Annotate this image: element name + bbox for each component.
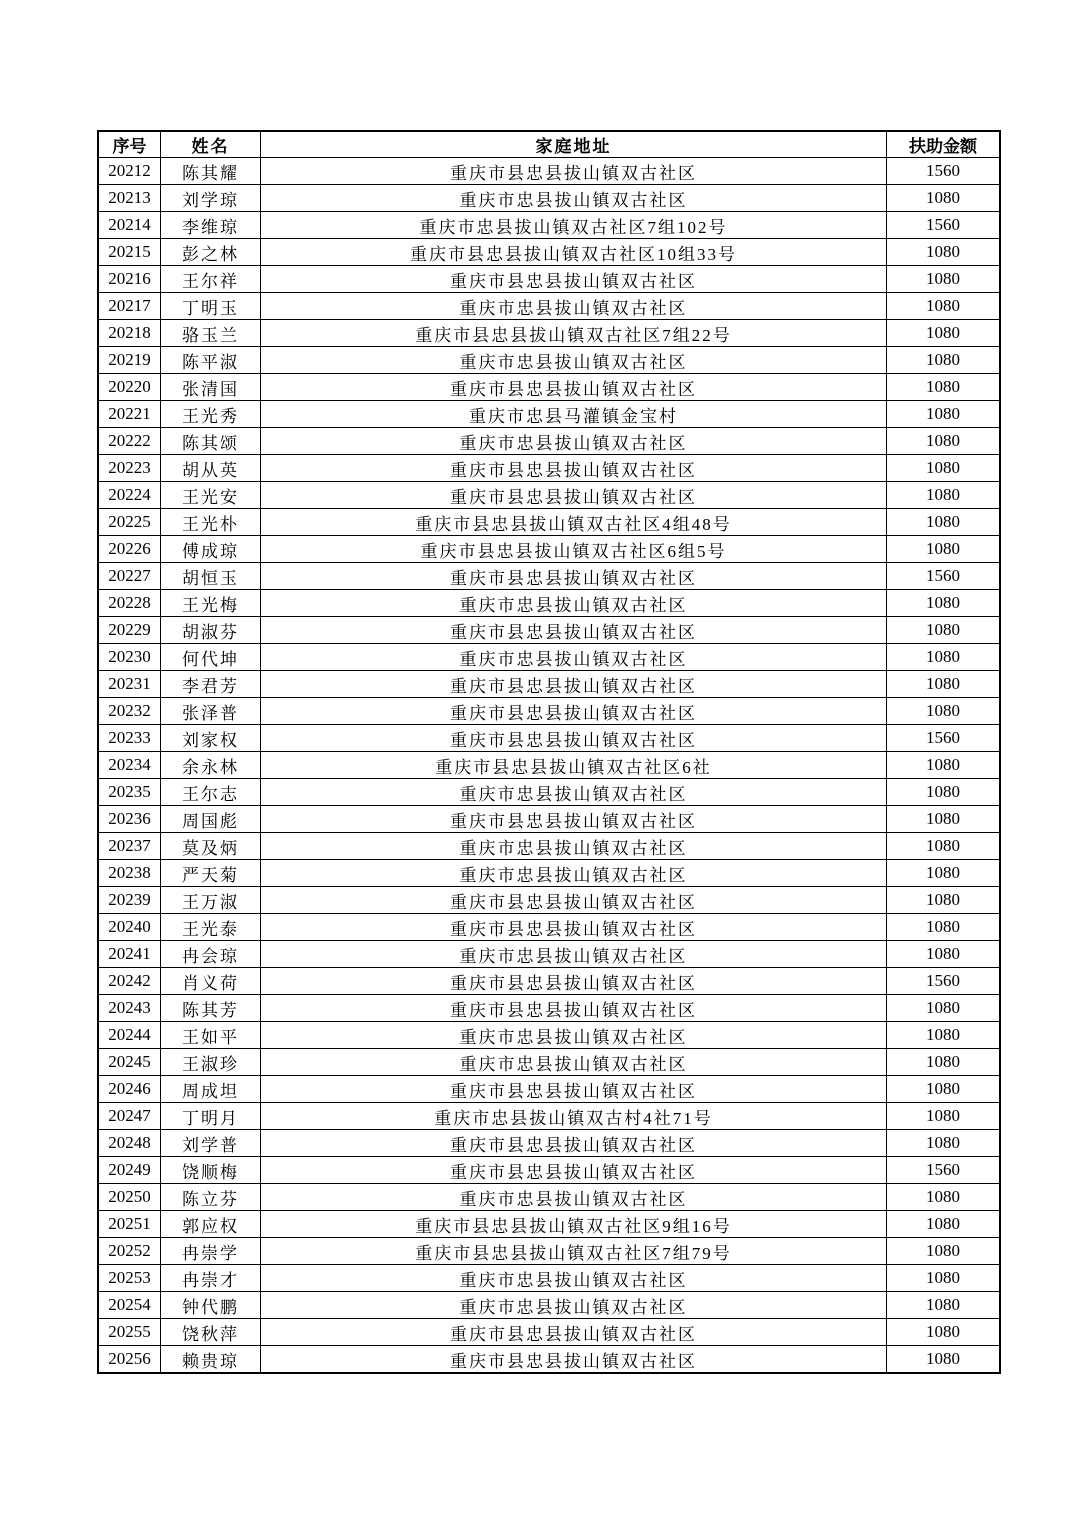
cell-assistance-amount: 1080 <box>887 428 1001 455</box>
table-row <box>98 1292 1000 1319</box>
cell-home-address: 重庆市县忠县拔山镇双古社区 <box>261 806 887 833</box>
cell-assistance-amount: 1080 <box>887 644 1001 671</box>
cell-assistance-amount: 1080 <box>887 887 1001 914</box>
table-row <box>98 266 1000 293</box>
cell-assistance-amount: 1080 <box>887 590 1001 617</box>
cell-assistance-amount: 1080 <box>887 1346 1001 1374</box>
cell-assistance-amount: 1080 <box>887 1238 1001 1265</box>
cell-name: 莫及炳 <box>161 833 261 860</box>
cell-serial-number: 20229 <box>98 617 161 644</box>
table-row <box>98 239 1000 266</box>
table-header-row <box>98 131 1000 158</box>
cell-serial-number: 20243 <box>98 995 161 1022</box>
cell-assistance-amount: 1080 <box>887 509 1001 536</box>
cell-assistance-amount: 1080 <box>887 671 1001 698</box>
cell-name: 李君芳 <box>161 671 261 698</box>
table-row <box>98 806 1000 833</box>
cell-serial-number: 20232 <box>98 698 161 725</box>
cell-serial-number: 20217 <box>98 293 161 320</box>
cell-home-address: 重庆市县忠县拔山镇双古社区 <box>261 914 887 941</box>
cell-name: 余永林 <box>161 752 261 779</box>
table-row <box>98 401 1000 428</box>
cell-assistance-amount: 1080 <box>887 617 1001 644</box>
cell-name: 王淑珍 <box>161 1049 261 1076</box>
table-row <box>98 455 1000 482</box>
cell-serial-number: 20246 <box>98 1076 161 1103</box>
cell-assistance-amount: 1080 <box>887 698 1001 725</box>
cell-serial-number: 20255 <box>98 1319 161 1346</box>
table-row <box>98 860 1000 887</box>
table-row <box>98 1103 1000 1130</box>
cell-name: 彭之林 <box>161 239 261 266</box>
cell-serial-number: 20225 <box>98 509 161 536</box>
cell-home-address: 重庆市县忠县拔山镇双古社区 <box>261 887 887 914</box>
cell-home-address: 重庆市县忠县拔山镇双古社区 <box>261 1130 887 1157</box>
cell-assistance-amount: 1080 <box>887 1076 1001 1103</box>
cell-home-address: 重庆市县忠县拔山镇双古社区 <box>261 698 887 725</box>
cell-home-address: 重庆市忠县拔山镇双古社区 <box>261 1292 887 1319</box>
cell-home-address: 重庆市忠县拔山镇双古社区 <box>261 779 887 806</box>
cell-serial-number: 20219 <box>98 347 161 374</box>
cell-assistance-amount: 1080 <box>887 320 1001 347</box>
table-body <box>98 158 1000 1374</box>
cell-assistance-amount: 1080 <box>887 536 1001 563</box>
cell-name: 王光泰 <box>161 914 261 941</box>
cell-home-address: 重庆市忠县拔山镇双古社区 <box>261 833 887 860</box>
cell-name: 骆玉兰 <box>161 320 261 347</box>
cell-serial-number: 20227 <box>98 563 161 590</box>
cell-assistance-amount: 1080 <box>887 293 1001 320</box>
table-row <box>98 374 1000 401</box>
cell-serial-number: 20234 <box>98 752 161 779</box>
table-row <box>98 671 1000 698</box>
cell-home-address: 重庆市县忠县拔山镇双古社区6社 <box>261 752 887 779</box>
cell-serial-number: 20252 <box>98 1238 161 1265</box>
cell-serial-number: 20247 <box>98 1103 161 1130</box>
cell-serial-number: 20224 <box>98 482 161 509</box>
cell-assistance-amount: 1080 <box>887 401 1001 428</box>
cell-name: 陈其芳 <box>161 995 261 1022</box>
cell-assistance-amount: 1560 <box>887 968 1001 995</box>
cell-serial-number: 20249 <box>98 1157 161 1184</box>
cell-assistance-amount: 1080 <box>887 752 1001 779</box>
cell-name: 王光梅 <box>161 590 261 617</box>
table-row <box>98 590 1000 617</box>
cell-serial-number: 20254 <box>98 1292 161 1319</box>
cell-home-address: 重庆市忠县拔山镇双古社区 <box>261 644 887 671</box>
cell-home-address: 重庆市忠县拔山镇双古社区7组102号 <box>261 212 887 239</box>
cell-name: 冉崇才 <box>161 1265 261 1292</box>
cell-home-address: 重庆市县忠县拔山镇双古社区 <box>261 968 887 995</box>
cell-home-address: 重庆市县忠县拔山镇双古社区 <box>261 1157 887 1184</box>
cell-serial-number: 20239 <box>98 887 161 914</box>
table-row <box>98 212 1000 239</box>
cell-serial-number: 20221 <box>98 401 161 428</box>
cell-serial-number: 20213 <box>98 185 161 212</box>
table-row <box>98 1265 1000 1292</box>
cell-home-address: 重庆市县忠县拔山镇双古社区 <box>261 1319 887 1346</box>
cell-home-address: 重庆市忠县拔山镇双古社区 <box>261 941 887 968</box>
cell-assistance-amount: 1560 <box>887 212 1001 239</box>
cell-home-address: 重庆市忠县马灌镇金宝村 <box>261 401 887 428</box>
cell-home-address: 重庆市县忠县拔山镇双古社区 <box>261 563 887 590</box>
table-row <box>98 1157 1000 1184</box>
cell-name: 王尔祥 <box>161 266 261 293</box>
table-row <box>98 1022 1000 1049</box>
cell-assistance-amount: 1080 <box>887 941 1001 968</box>
cell-serial-number: 20233 <box>98 725 161 752</box>
cell-home-address: 重庆市县忠县拔山镇双古社区 <box>261 1346 887 1374</box>
table-row <box>98 536 1000 563</box>
cell-name: 王如平 <box>161 1022 261 1049</box>
cell-name: 张清国 <box>161 374 261 401</box>
cell-home-address: 重庆市县忠县拔山镇双古社区 <box>261 482 887 509</box>
cell-name: 李维琼 <box>161 212 261 239</box>
cell-home-address: 重庆市忠县拔山镇双古社区 <box>261 347 887 374</box>
cell-assistance-amount: 1080 <box>887 806 1001 833</box>
cell-home-address: 重庆市县忠县拔山镇双古社区 <box>261 374 887 401</box>
cell-name: 冉会琼 <box>161 941 261 968</box>
cell-serial-number: 20238 <box>98 860 161 887</box>
cell-serial-number: 20235 <box>98 779 161 806</box>
cell-serial-number: 20256 <box>98 1346 161 1374</box>
table-row <box>98 644 1000 671</box>
cell-home-address: 重庆市县忠县拔山镇双古社区 <box>261 266 887 293</box>
cell-name: 胡淑芬 <box>161 617 261 644</box>
cell-name: 陈立芬 <box>161 1184 261 1211</box>
cell-assistance-amount: 1560 <box>887 563 1001 590</box>
cell-home-address: 重庆市忠县拔山镇双古社区 <box>261 860 887 887</box>
cell-home-address: 重庆市忠县拔山镇双古社区 <box>261 1184 887 1211</box>
cell-name: 刘家权 <box>161 725 261 752</box>
cell-assistance-amount: 1560 <box>887 158 1001 185</box>
cell-home-address: 重庆市县忠县拔山镇双古社区9组16号 <box>261 1211 887 1238</box>
cell-name: 胡恒玉 <box>161 563 261 590</box>
cell-serial-number: 20231 <box>98 671 161 698</box>
cell-name: 陈其颂 <box>161 428 261 455</box>
cell-home-address: 重庆市忠县拔山镇双古社区 <box>261 428 887 455</box>
table-row <box>98 1238 1000 1265</box>
cell-name: 王尔志 <box>161 779 261 806</box>
cell-serial-number: 20241 <box>98 941 161 968</box>
cell-assistance-amount: 1080 <box>887 1103 1001 1130</box>
table-row <box>98 1184 1000 1211</box>
cell-name: 丁明玉 <box>161 293 261 320</box>
cell-assistance-amount: 1080 <box>887 266 1001 293</box>
cell-assistance-amount: 1080 <box>887 1022 1001 1049</box>
cell-home-address: 重庆市县忠县拔山镇双古社区6组5号 <box>261 536 887 563</box>
table-row <box>98 887 1000 914</box>
cell-home-address: 重庆市忠县拔山镇双古社区 <box>261 590 887 617</box>
cell-home-address: 重庆市忠县拔山镇双古社区 <box>261 1265 887 1292</box>
cell-home-address: 重庆市县忠县拔山镇双古社区4组48号 <box>261 509 887 536</box>
cell-name: 王光安 <box>161 482 261 509</box>
cell-serial-number: 20253 <box>98 1265 161 1292</box>
cell-serial-number: 20251 <box>98 1211 161 1238</box>
table-row <box>98 698 1000 725</box>
cell-assistance-amount: 1080 <box>887 1319 1001 1346</box>
cell-assistance-amount: 1080 <box>887 239 1001 266</box>
cell-serial-number: 20230 <box>98 644 161 671</box>
table-row <box>98 1319 1000 1346</box>
cell-name: 王光秀 <box>161 401 261 428</box>
cell-home-address: 重庆市县忠县拔山镇双古社区 <box>261 455 887 482</box>
cell-serial-number: 20244 <box>98 1022 161 1049</box>
cell-assistance-amount: 1080 <box>887 1130 1001 1157</box>
cell-name: 肖义荷 <box>161 968 261 995</box>
cell-serial-number: 20215 <box>98 239 161 266</box>
table-row <box>98 779 1000 806</box>
table-row <box>98 1211 1000 1238</box>
header-serial-number: 序号 <box>98 131 161 158</box>
cell-assistance-amount: 1080 <box>887 482 1001 509</box>
cell-serial-number: 20223 <box>98 455 161 482</box>
header-name: 姓名 <box>161 131 261 158</box>
cell-home-address: 重庆市县忠县拔山镇双古社区 <box>261 671 887 698</box>
table-row <box>98 995 1000 1022</box>
cell-assistance-amount: 1080 <box>887 779 1001 806</box>
table-row <box>98 482 1000 509</box>
cell-serial-number: 20228 <box>98 590 161 617</box>
cell-serial-number: 20237 <box>98 833 161 860</box>
cell-serial-number: 20220 <box>98 374 161 401</box>
cell-serial-number: 20245 <box>98 1049 161 1076</box>
table-row <box>98 941 1000 968</box>
cell-name: 何代坤 <box>161 644 261 671</box>
assistance-table <box>97 130 1001 1374</box>
table-row <box>98 725 1000 752</box>
cell-name: 赖贵琼 <box>161 1346 261 1374</box>
cell-name: 傅成琼 <box>161 536 261 563</box>
cell-name: 陈其耀 <box>161 158 261 185</box>
header-assistance-amount: 扶助金额 <box>887 131 1001 158</box>
cell-assistance-amount: 1080 <box>887 860 1001 887</box>
table-row <box>98 914 1000 941</box>
cell-home-address: 重庆市县忠县拔山镇双古社区10组33号 <box>261 239 887 266</box>
cell-assistance-amount: 1080 <box>887 1265 1001 1292</box>
table-row <box>98 1049 1000 1076</box>
cell-name: 张泽普 <box>161 698 261 725</box>
table-row <box>98 968 1000 995</box>
cell-serial-number: 20240 <box>98 914 161 941</box>
cell-serial-number: 20250 <box>98 1184 161 1211</box>
cell-name: 周国彪 <box>161 806 261 833</box>
cell-name: 丁明月 <box>161 1103 261 1130</box>
table-row <box>98 509 1000 536</box>
cell-home-address: 重庆市县忠县拔山镇双古社区7组22号 <box>261 320 887 347</box>
cell-assistance-amount: 1080 <box>887 185 1001 212</box>
cell-home-address: 重庆市县忠县拔山镇双古社区 <box>261 995 887 1022</box>
cell-assistance-amount: 1080 <box>887 833 1001 860</box>
cell-assistance-amount: 1080 <box>887 1211 1001 1238</box>
cell-name: 饶秋萍 <box>161 1319 261 1346</box>
table-row <box>98 1130 1000 1157</box>
cell-name: 刘学普 <box>161 1130 261 1157</box>
cell-home-address: 重庆市忠县拔山镇双古村4社71号 <box>261 1103 887 1130</box>
cell-assistance-amount: 1560 <box>887 725 1001 752</box>
table-row <box>98 1076 1000 1103</box>
table-row <box>98 1346 1000 1374</box>
header-home-address: 家庭地址 <box>261 131 887 158</box>
table-row <box>98 617 1000 644</box>
cell-home-address: 重庆市忠县拔山镇双古社区 <box>261 185 887 212</box>
cell-name: 刘学琼 <box>161 185 261 212</box>
cell-name: 王万淑 <box>161 887 261 914</box>
cell-name: 饶顺梅 <box>161 1157 261 1184</box>
cell-assistance-amount: 1080 <box>887 995 1001 1022</box>
cell-serial-number: 20212 <box>98 158 161 185</box>
cell-serial-number: 20242 <box>98 968 161 995</box>
cell-serial-number: 20236 <box>98 806 161 833</box>
cell-assistance-amount: 1080 <box>887 347 1001 374</box>
cell-home-address: 重庆市忠县拔山镇双古社区 <box>261 1049 887 1076</box>
cell-assistance-amount: 1560 <box>887 1157 1001 1184</box>
cell-name: 胡从英 <box>161 455 261 482</box>
table-row <box>98 158 1000 185</box>
cell-name: 陈平淑 <box>161 347 261 374</box>
cell-home-address: 重庆市县忠县拔山镇双古社区 <box>261 158 887 185</box>
table-row <box>98 428 1000 455</box>
cell-assistance-amount: 1080 <box>887 914 1001 941</box>
cell-serial-number: 20248 <box>98 1130 161 1157</box>
cell-home-address: 重庆市县忠县拔山镇双古社区7组79号 <box>261 1238 887 1265</box>
cell-name: 周成坦 <box>161 1076 261 1103</box>
cell-name: 冉崇学 <box>161 1238 261 1265</box>
cell-assistance-amount: 1080 <box>887 1184 1001 1211</box>
table-row <box>98 185 1000 212</box>
cell-serial-number: 20218 <box>98 320 161 347</box>
cell-home-address: 重庆市县忠县拔山镇双古社区 <box>261 725 887 752</box>
table-row <box>98 833 1000 860</box>
table-row <box>98 320 1000 347</box>
table-row <box>98 347 1000 374</box>
cell-assistance-amount: 1080 <box>887 455 1001 482</box>
cell-name: 严天菊 <box>161 860 261 887</box>
cell-name: 王光朴 <box>161 509 261 536</box>
cell-serial-number: 20214 <box>98 212 161 239</box>
cell-home-address: 重庆市忠县拔山镇双古社区 <box>261 1022 887 1049</box>
cell-home-address: 重庆市县忠县拔山镇双古社区 <box>261 617 887 644</box>
cell-assistance-amount: 1080 <box>887 374 1001 401</box>
cell-serial-number: 20226 <box>98 536 161 563</box>
table-row <box>98 293 1000 320</box>
cell-home-address: 重庆市县忠县拔山镇双古社区 <box>261 1076 887 1103</box>
cell-assistance-amount: 1080 <box>887 1292 1001 1319</box>
table-row <box>98 752 1000 779</box>
cell-serial-number: 20222 <box>98 428 161 455</box>
cell-assistance-amount: 1080 <box>887 1049 1001 1076</box>
cell-home-address: 重庆市忠县拔山镇双古社区 <box>261 293 887 320</box>
cell-name: 郭应权 <box>161 1211 261 1238</box>
cell-name: 钟代鹏 <box>161 1292 261 1319</box>
table-row <box>98 563 1000 590</box>
cell-serial-number: 20216 <box>98 266 161 293</box>
